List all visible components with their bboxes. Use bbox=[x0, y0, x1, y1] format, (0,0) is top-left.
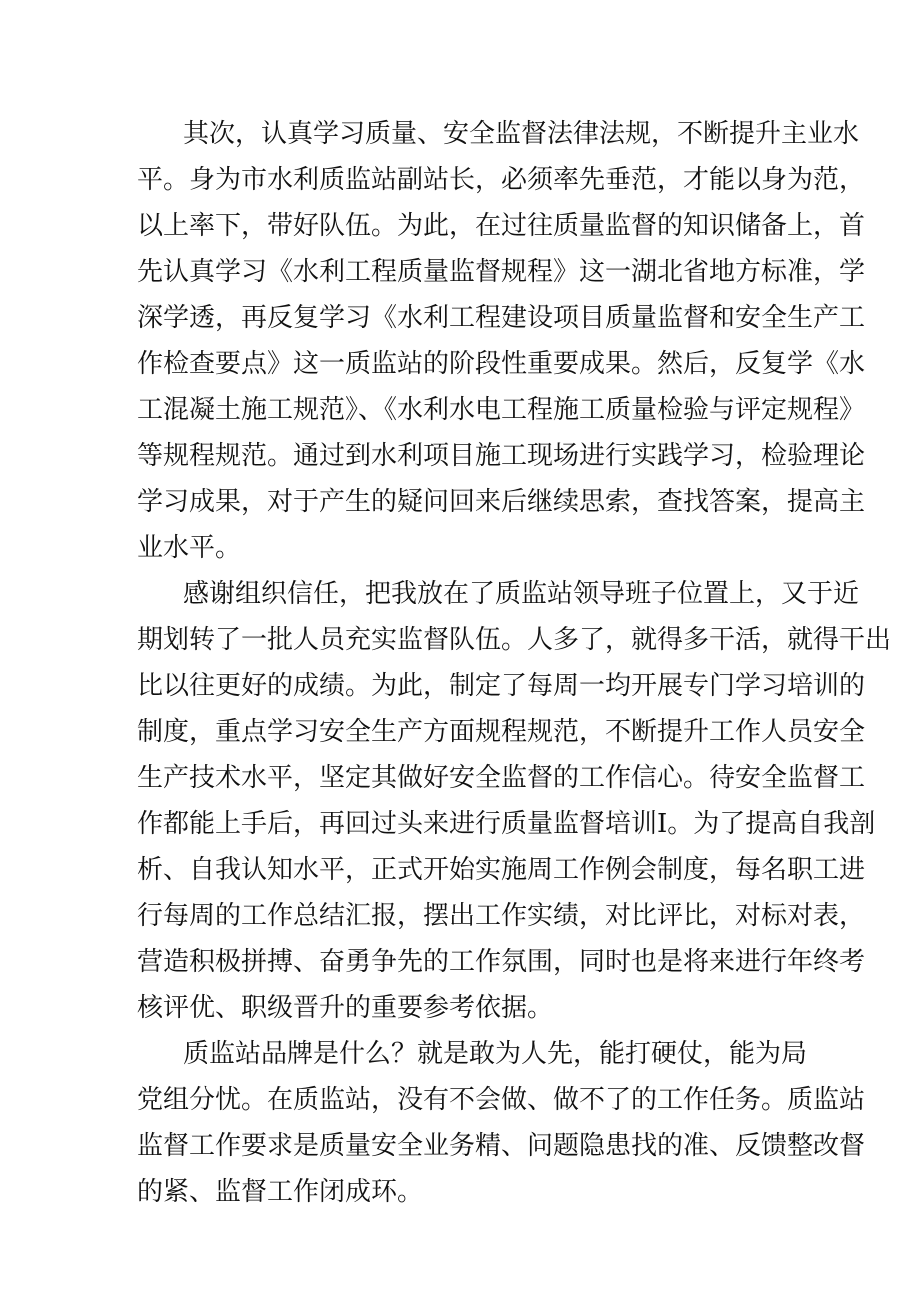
paragraph-2-line-5: 生产技术水平，坚定其做好安全监督的工作信心。待安全监督工 bbox=[137, 763, 866, 793]
paragraph-3-line-4: 的紧、监督工作闭成环。 bbox=[137, 1177, 424, 1207]
paragraph-1-line-8: 等规程规范。通过到水利项目施工现场进行实践学习，检验理论 bbox=[137, 441, 866, 471]
paragraph-2-line-1: 感谢组织信任，把我放在了质监站领导班子位置上，又于近 bbox=[183, 579, 860, 609]
paragraph-1-line-7: 工混凝土施工规范》、《水利水电工程施工质量检验与评定规程》 bbox=[137, 395, 866, 425]
paragraph-2-line-8: 行每周的工作总结汇报，摆出工作实绩，对比评比，对标对表， bbox=[137, 901, 866, 931]
paragraph-2-line-3: 比以往更好的成绩。为此，制定了每周一均开展专门学习培训的 bbox=[137, 671, 866, 701]
paragraph-3-line-3: 监督工作要求是质量安全业务精、问题隐患找的准、反馈整改督 bbox=[137, 1131, 866, 1161]
paragraph-2-line-2: 期划转了一批人员充实监督队伍。人多了，就得多干活，就得干出 bbox=[137, 625, 892, 655]
paragraph-1-line-4: 先认真学习《水利工程质量监督规程》这一湖北省地方标准，学 bbox=[137, 257, 866, 287]
paragraph-1-line-1: 其次，认真学习质量、安全监督法律法规，不断提升主业水 bbox=[183, 119, 860, 149]
paragraph-1-line-9: 学习成果，对于产生的疑问回来后继续思索，查找答案，提高主 bbox=[137, 487, 866, 517]
paragraph-1-line-5: 深学透，再反复学习《水利工程建设项目质量监督和安全生产工 bbox=[137, 303, 866, 333]
paragraph-1-line-3: 以上率下，带好队伍。为此，在过往质量监督的知识储备上，首 bbox=[137, 211, 866, 241]
paragraph-3-line-1: 质监站品牌是什么？就是敢为人先，能打硬仗，能为局 bbox=[183, 1039, 808, 1069]
paragraph-1-line-6: 作检查要点》这一质监站的阶段性重要成果。然后，反复学《水 bbox=[137, 349, 866, 379]
paragraph-2-line-10: 核评优、职级晋升的重要参考依据。 bbox=[137, 993, 554, 1023]
paragraph-2-line-6: 作都能上手后，再回过头来进行质量监督培训I。为了提高自我剖 bbox=[137, 809, 876, 839]
paragraph-1-line-10: 业水平。 bbox=[137, 533, 242, 563]
paragraph-2-line-7: 析、自我认知水平，正式开始实施周工作例会制度，每名职工进 bbox=[137, 855, 866, 885]
paragraph-3-line-2: 党组分忧。在质监站，没有不会做、做不了的工作任务。质监站 bbox=[137, 1085, 866, 1115]
paragraph-1-line-2: 平。身为市水利质监站副站长，必须率先垂范，才能以身为范， bbox=[137, 165, 866, 195]
paragraph-2-line-9: 营造积极拼搏、奋勇争先的工作氛围，同时也是将来进行年终考 bbox=[137, 947, 866, 977]
paragraph-2-line-4: 制度，重点学习安全生产方面规程规范，不断提升工作人员安全 bbox=[137, 717, 866, 747]
